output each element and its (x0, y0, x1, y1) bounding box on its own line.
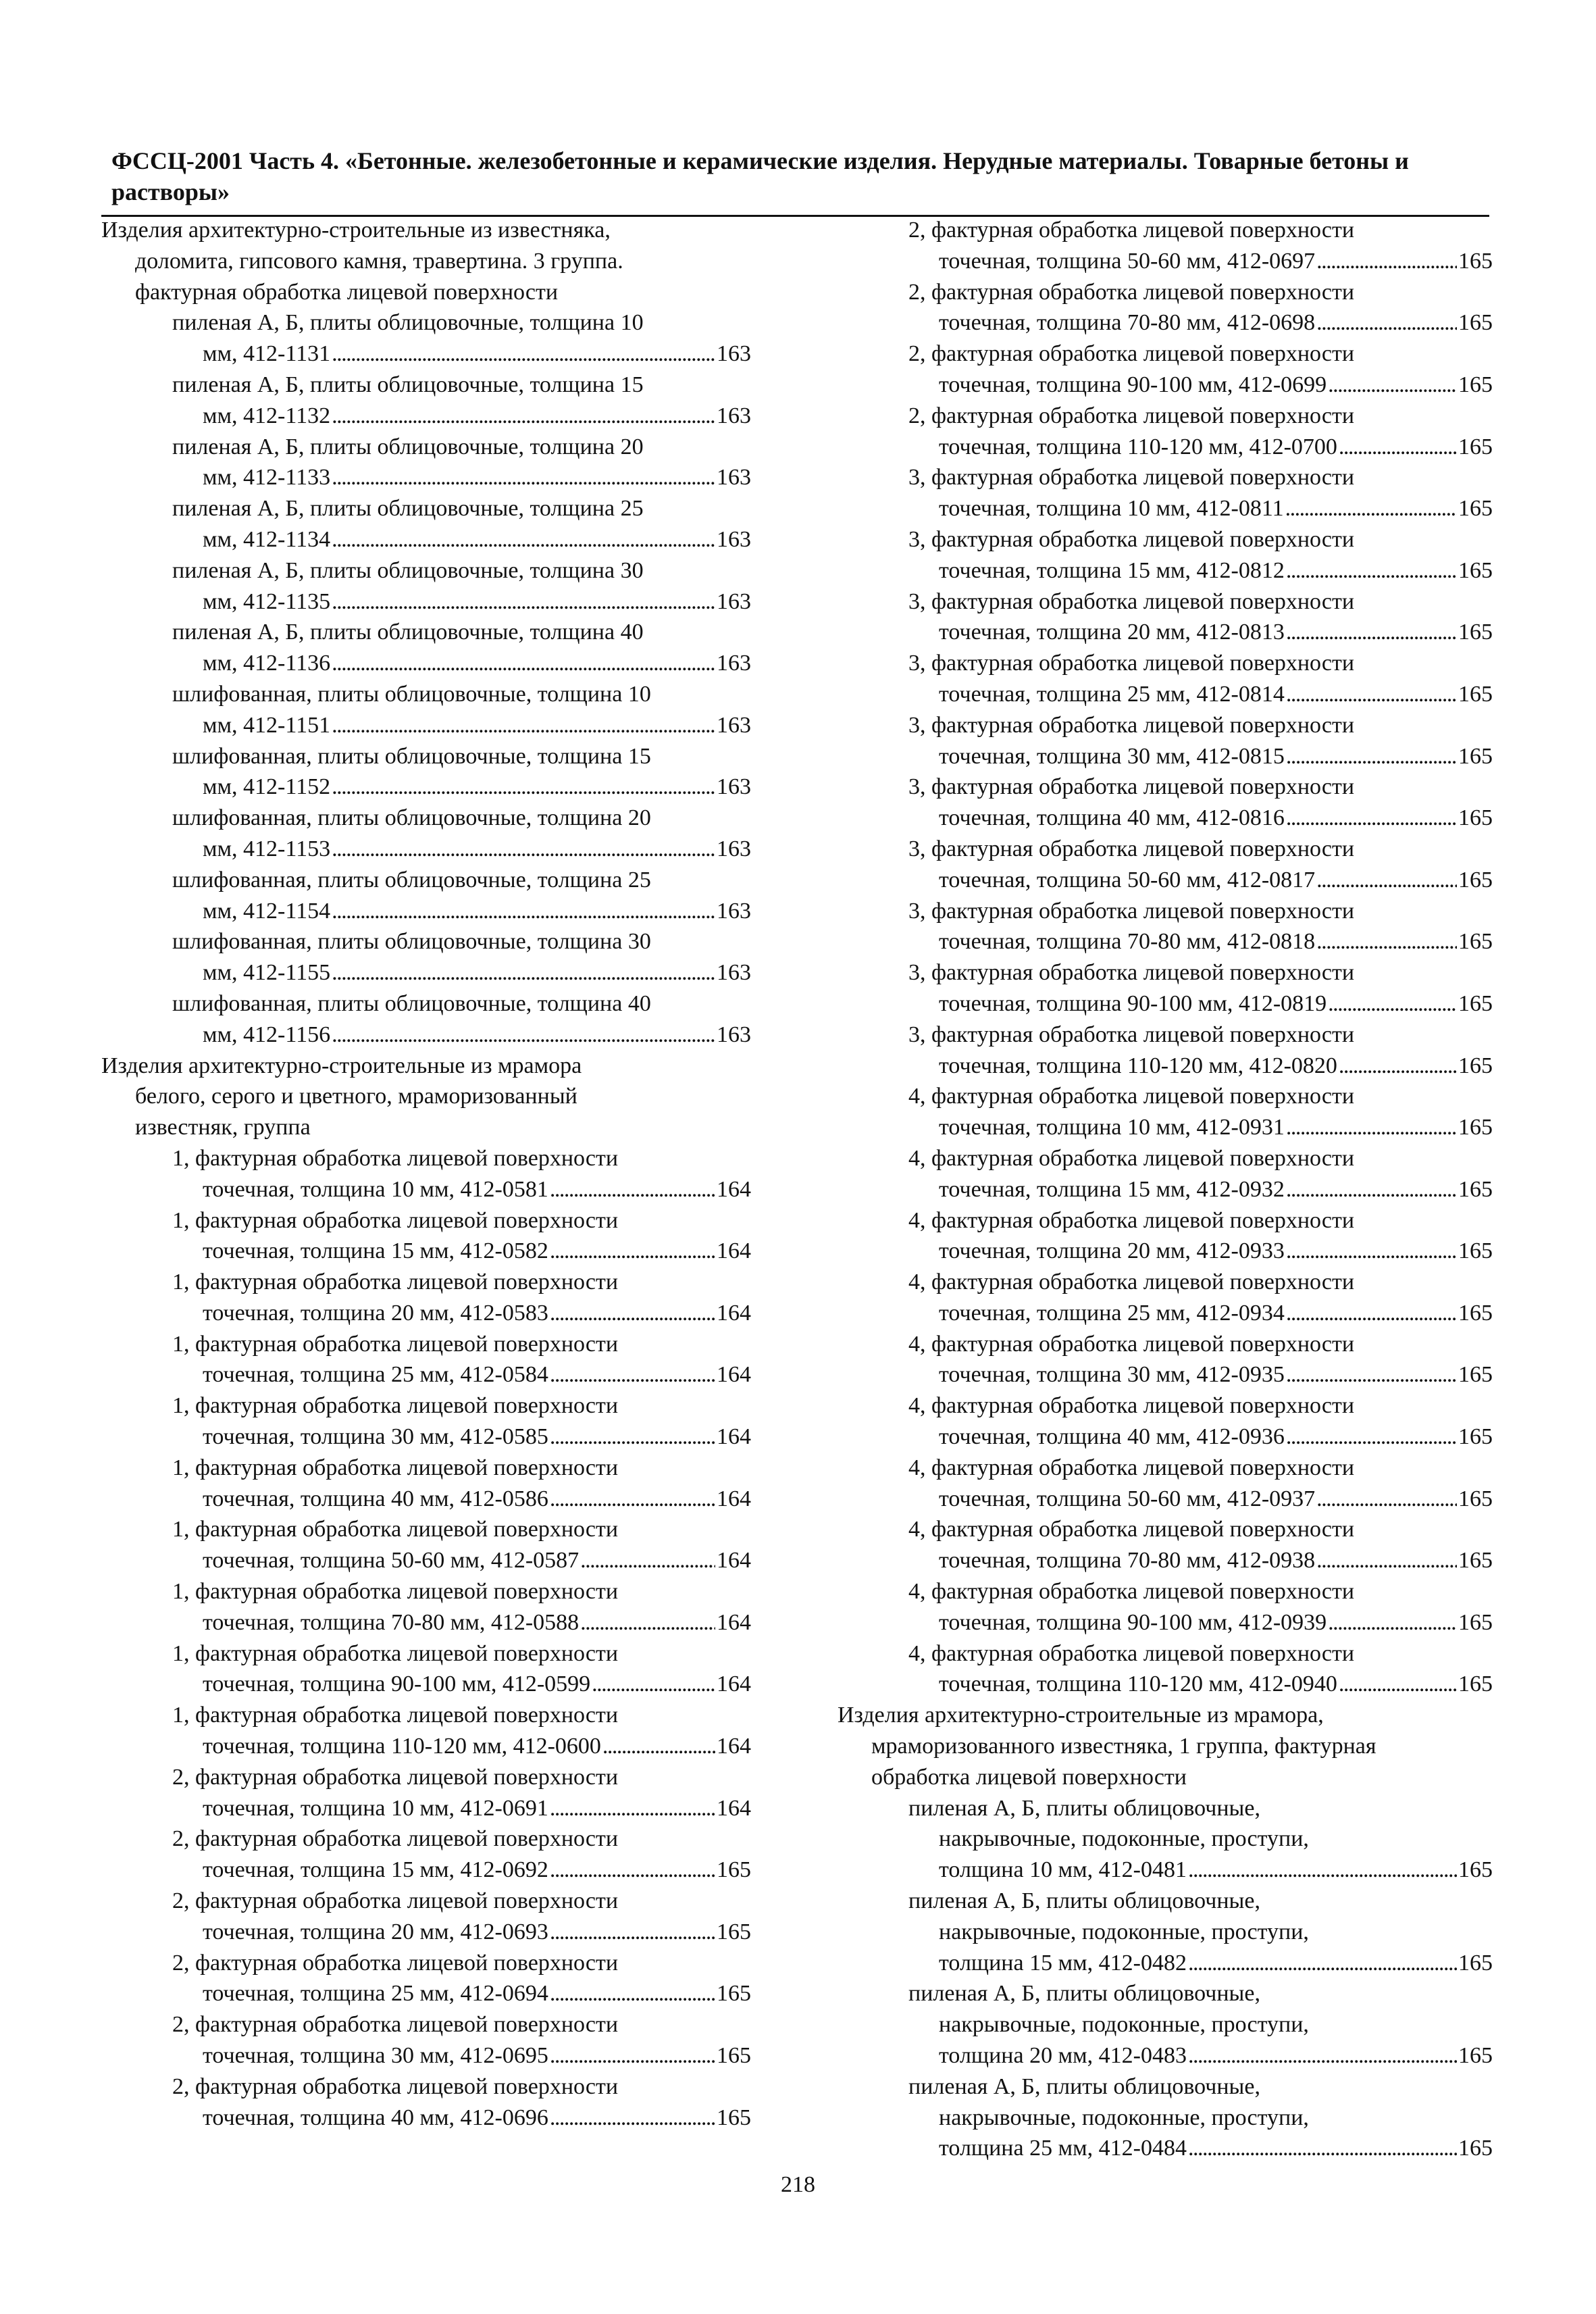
index-entry: 2, фактурная обработка лицевой поверхности (172, 1950, 619, 1976)
entry-code-text: мм, 412-1153 (203, 836, 331, 861)
entry-code-text: мм, 412-1132 (203, 403, 331, 428)
dot-leader (1286, 617, 1457, 648)
page-number: 218 (781, 2172, 815, 2197)
dot-leader (550, 1422, 715, 1453)
dot-leader (332, 1020, 715, 1051)
entry-code-text: точечная, толщина 10 мм, 412-0581 (203, 1176, 548, 1202)
entry-code-text: точечная, толщина 70-80 мм, 412-0698 (939, 310, 1316, 336)
entry-code-text: точечная, толщина 90-100 мм, 412-0939 (939, 1609, 1327, 1635)
entry-page-number: 163 (717, 1022, 751, 1047)
index-entry: 2, фактурная обработка лицевой поверхности (172, 1888, 619, 1914)
index-entry-code-line (101, 1174, 751, 1205)
dot-leader (1285, 493, 1457, 524)
entry-code-text: точечная, толщина 50-60 мм, 412-0697 (939, 248, 1316, 274)
dot-leader (1328, 370, 1457, 401)
dot-leader (550, 2040, 715, 2071)
index-entry: пиленая А, Б, плиты облицовочные, (908, 2073, 1260, 2099)
index-entry-code-line (838, 493, 1493, 524)
index-entry-code-line (838, 1174, 1493, 1205)
index-entry-code-line (101, 1731, 751, 1762)
index-entry-code-line (101, 1236, 751, 1267)
dot-leader (1328, 988, 1457, 1020)
entry-page-number: 165 (1458, 1609, 1493, 1635)
entry-code-text: мм, 412-1136 (203, 651, 331, 676)
entry-page-number: 163 (717, 836, 751, 861)
index-entry-code-line (101, 1484, 751, 1515)
index-entry-continuation: накрывочные, подоконные, проступи, (939, 2012, 1309, 2038)
index-entry-code-line (101, 1020, 751, 1051)
entry-page-number: 164 (717, 1609, 751, 1635)
index-entry-code-line (838, 865, 1493, 896)
dot-leader (332, 896, 715, 927)
index-entry: шлифованная, плиты облицовочные, толщина 25 (172, 867, 651, 892)
index-entry-code-line (101, 1607, 751, 1638)
entry-code-text: мм, 412-1152 (203, 774, 331, 800)
index-entry: пиленая А, Б, плиты облицовочные, толщина 25 (172, 496, 644, 522)
entry-code-text: толщина 25 мм, 412-0484 (939, 2136, 1187, 2161)
entry-page-number: 163 (717, 465, 751, 491)
index-entry-code-line (101, 1359, 751, 1390)
index-entry-code-line (838, 370, 1493, 401)
entry-code-text: толщина 20 мм, 412-0483 (939, 2043, 1187, 2069)
index-entry: 2, фактурная обработка лицевой поверхности (172, 1764, 619, 1790)
entry-page-number: 165 (1458, 805, 1493, 831)
index-entry-code-line (838, 1236, 1493, 1267)
entry-page-number: 165 (717, 1981, 751, 2007)
index-entry: 4, фактурная обработка лицевой поверхности (908, 1393, 1355, 1419)
dot-leader (1188, 1948, 1457, 1979)
dot-leader (550, 1359, 715, 1390)
index-entry-code-line (838, 1112, 1493, 1143)
entry-page-number: 165 (1458, 1362, 1493, 1388)
dot-leader (602, 1731, 715, 1762)
entry-code-text: точечная, толщина 110-120 мм, 412-0700 (939, 434, 1337, 459)
index-entry: шлифованная, плиты облицовочные, толщина 40 (172, 990, 651, 1016)
entry-page-number: 163 (717, 403, 751, 428)
dot-leader (550, 1855, 715, 1886)
entry-page-number: 165 (1458, 434, 1493, 459)
index-entry: 2, фактурная обработка лицевой поверхности (172, 1826, 619, 1852)
index-entry: пиленая А, Б, плиты облицовочные, толщина 10 (172, 310, 644, 336)
dot-leader (1286, 1236, 1457, 1267)
entry-page-number: 165 (1458, 1950, 1493, 1976)
entry-page-number: 165 (1458, 929, 1493, 955)
entry-page-number: 165 (1458, 1176, 1493, 1202)
index-entry: 3, фактурная обработка лицевой поверхности (908, 960, 1355, 986)
index-entry-code-line (101, 772, 751, 803)
index-entry-code-line (101, 2103, 751, 2134)
entry-code-text: точечная, толщина 110-120 мм, 412-0940 (939, 1671, 1337, 1697)
dot-leader (550, 1484, 715, 1515)
entry-code-text: точечная, толщина 40 мм, 412-0936 (939, 1424, 1285, 1450)
index-entry-code-line (838, 741, 1493, 772)
index-entry-code-line (838, 2040, 1493, 2071)
entry-page-number: 165 (1458, 743, 1493, 769)
index-entry-continuation: накрывочные, подоконные, проступи, (939, 1826, 1309, 1852)
dot-leader (1286, 741, 1457, 772)
entry-page-number: 165 (1458, 2136, 1493, 2161)
entry-page-number: 164 (717, 1671, 751, 1697)
index-entry: 1, фактурная обработка лицевой поверхности (172, 1207, 619, 1233)
dot-leader (1286, 1359, 1457, 1390)
entry-page-number: 164 (717, 1176, 751, 1202)
index-entry: пиленая А, Б, плиты облицовочные, толщина 40 (172, 620, 644, 645)
index-heading-continuation: доломита, гипсового камня, травертина. 3 группа. (135, 248, 623, 274)
index-entry-code-line (838, 617, 1493, 648)
index-entry: 1, фактурная обработка лицевой поверхности (172, 1145, 619, 1171)
entry-page-number: 164 (717, 1300, 751, 1326)
entry-code-text: точечная, толщина 40 мм, 412-0696 (203, 2105, 548, 2130)
entry-code-text: мм, 412-1134 (203, 526, 331, 552)
entry-code-text: точечная, толщина 50-60 мм, 412-0937 (939, 1486, 1316, 1511)
page-header (111, 145, 1483, 207)
index-heading-continuation: мраморизованного известняка, 1 группа, фактурная (871, 1734, 1376, 1759)
entry-page-number: 165 (1458, 248, 1493, 274)
index-entry: пиленая А, Б, плиты облицовочные, толщина 15 (172, 372, 644, 397)
index-entry: 3, фактурная обработка лицевой поверхности (908, 774, 1355, 800)
entry-code-text: точечная, толщина 10 мм, 412-0811 (939, 496, 1284, 522)
entry-code-text: точечная, толщина 20 мм, 412-0813 (939, 620, 1285, 645)
dot-leader (1339, 432, 1457, 463)
dot-leader (1316, 307, 1457, 338)
dot-leader (1316, 926, 1457, 957)
entry-code-text: точечная, толщина 25 мм, 412-0934 (939, 1300, 1285, 1326)
entry-page-number: 165 (1458, 557, 1493, 583)
dot-leader (1286, 1298, 1457, 1329)
index-entry: шлифованная, плиты облицовочные, толщина 15 (172, 743, 651, 769)
dot-leader (1286, 1174, 1457, 1205)
index-entry-code-line (101, 1978, 751, 2009)
index-entry: 3, фактурная обработка лицевой поверхности (908, 1022, 1355, 1047)
index-entry: 1, фактурная обработка лицевой поверхности (172, 1703, 619, 1728)
index-entry: 3, фактурная обработка лицевой поверхности (908, 712, 1355, 738)
index-entry: 1, фактурная обработка лицевой поверхности (172, 1640, 619, 1666)
entry-page-number: 163 (717, 774, 751, 800)
index-entry-code-line (838, 1855, 1493, 1886)
entry-page-number: 165 (1458, 1424, 1493, 1450)
header-line-1: ФССЦ-2001 Часть 4. «Бетонные. железобетонные и керамические изделия. Нерудные материалы. Товарные бетоны и (111, 147, 1409, 174)
dot-leader (550, 1174, 715, 1205)
entry-code-text: точечная, толщина 70-80 мм, 412-0938 (939, 1548, 1316, 1574)
entry-code-text: точечная, толщина 25 мм, 412-0584 (203, 1362, 548, 1388)
entry-page-number: 165 (1458, 1857, 1493, 1883)
index-entry: 3, фактурная обработка лицевой поверхности (908, 588, 1355, 614)
index-entry-code-line (101, 2040, 751, 2071)
entry-code-text: точечная, толщина 15 мм, 412-0582 (203, 1238, 548, 1264)
dot-leader (332, 772, 715, 803)
entry-page-number: 165 (1458, 1671, 1493, 1697)
entry-page-number: 163 (717, 960, 751, 986)
index-entry: шлифованная, плиты облицовочные, толщина 30 (172, 929, 651, 955)
dot-leader (1188, 2133, 1457, 2164)
entry-code-text: точечная, толщина 25 мм, 412-0814 (939, 681, 1285, 707)
entry-code-text: точечная, толщина 10 мм, 412-0931 (939, 1115, 1285, 1140)
index-heading: Изделия архитектурно-строительные из мрамора, (838, 1703, 1324, 1728)
entry-page-number: 165 (1458, 1053, 1493, 1078)
index-entry: 4, фактурная обработка лицевой поверхности (908, 1269, 1355, 1295)
index-entry-code-line (838, 803, 1493, 834)
dot-leader (332, 710, 715, 741)
dot-leader (332, 957, 715, 988)
entry-code-text: точечная, толщина 30 мм, 412-0695 (203, 2043, 548, 2069)
index-entry-code-line (101, 1422, 751, 1453)
index-entry: 2, фактурная обработка лицевой поверхности (908, 403, 1355, 428)
dot-leader (332, 834, 715, 865)
index-entry-code-line (101, 462, 751, 493)
entry-code-text: точечная, толщина 20 мм, 412-0693 (203, 1919, 548, 1944)
entry-code-text: точечная, толщина 110-120 мм, 412-0600 (203, 1734, 601, 1759)
entry-code-text: мм, 412-1133 (203, 465, 331, 491)
index-entry-code-line (838, 1545, 1493, 1576)
index-entry: 3, фактурная обработка лицевой поверхности (908, 465, 1355, 491)
index-heading-continuation: известняк, группа (135, 1115, 311, 1140)
index-entry: 1, фактурная обработка лицевой поверхности (172, 1455, 619, 1480)
dot-leader (332, 648, 715, 679)
index-entry: пиленая А, Б, плиты облицовочные, толщина 20 (172, 434, 644, 459)
index-entry-code-line (101, 586, 751, 618)
index-entry-code-line (838, 1669, 1493, 1700)
entry-code-text: точечная, толщина 30 мм, 412-0935 (939, 1362, 1285, 1388)
entry-page-number: 163 (717, 712, 751, 738)
index-entry: пиленая А, Б, плиты облицовочные, толщина 30 (172, 557, 644, 583)
index-entry-code-line (101, 957, 751, 988)
index-entry-code-line (101, 1545, 751, 1576)
index-entry: 1, фактурная обработка лицевой поверхности (172, 1393, 619, 1419)
index-entry-code-line (838, 1051, 1493, 1082)
dot-leader (550, 1236, 715, 1267)
dot-leader (550, 1978, 715, 2009)
dot-leader (1316, 1484, 1457, 1515)
entry-page-number: 164 (717, 1424, 751, 1450)
dot-leader (592, 1669, 715, 1700)
index-entry-code-line (838, 1298, 1493, 1329)
entry-code-text: мм, 412-1151 (203, 712, 331, 738)
index-entry-code-line (838, 1948, 1493, 1979)
index-entry: шлифованная, плиты облицовочные, толщина 10 (172, 681, 651, 707)
index-entry-continuation: накрывочные, подоконные, проступи, (939, 2105, 1309, 2130)
entry-page-number: 164 (717, 1548, 751, 1574)
index-entry: 4, фактурная обработка лицевой поверхности (908, 1579, 1355, 1605)
index-entry: 3, фактурная обработка лицевой поверхности (908, 651, 1355, 676)
entry-code-text: мм, 412-1155 (203, 960, 331, 986)
entry-page-number: 163 (717, 588, 751, 614)
entry-page-number: 165 (1458, 1300, 1493, 1326)
entry-code-text: точечная, толщина 90-100 мм, 412-0599 (203, 1671, 591, 1697)
entry-page-number: 165 (1458, 620, 1493, 645)
index-entry: 3, фактурная обработка лицевой поверхности (908, 898, 1355, 924)
index-entry-code-line (101, 710, 751, 741)
dot-leader (1286, 555, 1457, 586)
entry-code-text: точечная, толщина 10 мм, 412-0691 (203, 1795, 548, 1821)
entry-page-number: 163 (717, 651, 751, 676)
entry-code-text: точечная, толщина 30 мм, 412-0585 (203, 1424, 548, 1450)
index-entry-code-line (838, 555, 1493, 586)
entry-code-text: мм, 412-1135 (203, 588, 331, 614)
entry-page-number: 163 (717, 898, 751, 924)
entry-page-number: 164 (717, 1486, 751, 1511)
entry-code-text: точечная, толщина 20 мм, 412-0583 (203, 1300, 548, 1326)
entry-code-text: точечная, толщина 50-60 мм, 412-0587 (203, 1548, 580, 1574)
dot-leader (580, 1545, 715, 1576)
dot-leader (1316, 865, 1457, 896)
index-entry-code-line (838, 679, 1493, 710)
index-column-right (838, 215, 1493, 2164)
index-entry: 2, фактурная обработка лицевой поверхности (908, 279, 1355, 305)
entry-code-text: точечная, толщина 15 мм, 412-0812 (939, 557, 1285, 583)
index-entry: шлифованная, плиты облицовочные, толщина 20 (172, 805, 651, 831)
entry-code-text: точечная, толщина 70-80 мм, 412-0818 (939, 929, 1316, 955)
index-entry-code-line (838, 1422, 1493, 1453)
index-entry-code-line (101, 1917, 751, 1948)
dot-leader (1316, 246, 1457, 277)
dot-leader (332, 462, 715, 493)
entry-page-number: 164 (717, 1362, 751, 1388)
entry-code-text: мм, 412-1156 (203, 1022, 331, 1047)
entry-page-number: 165 (1458, 1115, 1493, 1140)
entry-page-number: 165 (717, 1919, 751, 1944)
index-entry-code-line (838, 1359, 1493, 1390)
index-entry: 2, фактурная обработка лицевой поверхности (908, 218, 1355, 243)
index-entry-code-line (838, 307, 1493, 338)
index-entry: 4, фактурная обработка лицевой поверхности (908, 1455, 1355, 1480)
index-entry: пиленая А, Б, плиты облицовочные, (908, 1888, 1260, 1914)
index-entry-code-line (101, 1793, 751, 1824)
entry-code-text: точечная, толщина 70-80 мм, 412-0588 (203, 1609, 580, 1635)
index-entry-code-line (101, 338, 751, 370)
dot-leader (550, 1298, 715, 1329)
entry-code-text: точечная, толщина 40 мм, 412-0586 (203, 1486, 548, 1511)
index-entry-code-line (101, 401, 751, 432)
header-line-2: растворы» (111, 178, 230, 205)
index-entry: 1, фактурная обработка лицевой поверхности (172, 1331, 619, 1357)
dot-leader (550, 1917, 715, 1948)
entry-page-number: 165 (717, 2043, 751, 2069)
index-entry: 4, фактурная обработка лицевой поверхности (908, 1207, 1355, 1233)
index-entry-code-line (101, 1855, 751, 1886)
index-entry-code-line (101, 1298, 751, 1329)
entry-page-number: 164 (717, 1238, 751, 1264)
entry-page-number: 165 (717, 2105, 751, 2130)
index-entry: пиленая А, Б, плиты облицовочные, (908, 1981, 1260, 2007)
entry-code-text: точечная, толщина 90-100 мм, 412-0819 (939, 990, 1327, 1016)
index-entry: 4, фактурная обработка лицевой поверхности (908, 1331, 1355, 1357)
entry-code-text: точечная, толщина 20 мм, 412-0933 (939, 1238, 1285, 1264)
dot-leader (1286, 1112, 1457, 1143)
index-entry: 4, фактурная обработка лицевой поверхности (908, 1517, 1355, 1542)
entry-page-number: 165 (1458, 681, 1493, 707)
entry-page-number: 163 (717, 341, 751, 367)
index-entry: 2, фактурная обработка лицевой поверхности (172, 2073, 619, 2099)
entry-page-number: 165 (1458, 1548, 1493, 1574)
index-entry: 1, фактурная обработка лицевой поверхности (172, 1269, 619, 1295)
entry-code-text: толщина 15 мм, 412-0482 (939, 1950, 1187, 1976)
index-column-left (101, 215, 751, 2133)
index-entry-code-line (838, 926, 1493, 957)
dot-leader (1286, 679, 1457, 710)
entry-code-text: точечная, толщина 90-100 мм, 412-0699 (939, 372, 1327, 397)
entry-page-number: 165 (1458, 1238, 1493, 1264)
entry-code-text: точечная, толщина 15 мм, 412-0932 (939, 1176, 1285, 1202)
dot-leader (332, 586, 715, 618)
dot-leader (550, 1793, 715, 1824)
index-entry: 4, фактурная обработка лицевой поверхности (908, 1640, 1355, 1666)
index-heading: Изделия архитектурно-строительные из мрамора (101, 1053, 582, 1078)
entry-page-number: 165 (1458, 496, 1493, 522)
dot-leader (332, 401, 715, 432)
entry-page-number: 165 (1458, 2043, 1493, 2069)
index-heading: Изделия архитектурно-строительные из известняка, (101, 218, 611, 243)
dot-leader (1328, 1607, 1457, 1638)
entry-code-text: точечная, толщина 110-120 мм, 412-0820 (939, 1053, 1337, 1078)
dot-leader (1188, 2040, 1457, 2071)
entry-page-number: 165 (1458, 1486, 1493, 1511)
entry-page-number: 165 (1458, 990, 1493, 1016)
entry-code-text: мм, 412-1154 (203, 898, 331, 924)
index-entry-code-line (838, 432, 1493, 463)
index-entry: 3, фактурная обработка лицевой поверхности (908, 526, 1355, 552)
index-entry-code-line (838, 988, 1493, 1020)
dot-leader (1286, 1422, 1457, 1453)
dot-leader (580, 1607, 715, 1638)
index-entry-code-line (101, 648, 751, 679)
dot-leader (550, 2103, 715, 2134)
entry-page-number: 165 (1458, 372, 1493, 397)
index-entry-code-line (101, 896, 751, 927)
index-entry-code-line (838, 1607, 1493, 1638)
entry-page-number: 163 (717, 526, 751, 552)
dot-leader (332, 524, 715, 555)
entry-page-number: 165 (1458, 310, 1493, 336)
index-entry: 3, фактурная обработка лицевой поверхности (908, 836, 1355, 861)
entry-code-text: точечная, толщина 25 мм, 412-0694 (203, 1981, 548, 2007)
dot-leader (1188, 1855, 1457, 1886)
entry-page-number: 164 (717, 1795, 751, 1821)
entry-page-number: 165 (1458, 867, 1493, 892)
index-entry-code-line (838, 2133, 1493, 2164)
index-entry-code-line (838, 1484, 1493, 1515)
index-entry-code-line (101, 834, 751, 865)
entry-code-text: точечная, толщина 40 мм, 412-0816 (939, 805, 1285, 831)
entry-code-text: точечная, толщина 30 мм, 412-0815 (939, 743, 1285, 769)
index-entry-code-line (101, 1669, 751, 1700)
dot-leader (1316, 1545, 1457, 1576)
index-heading-continuation: фактурная обработка лицевой поверхности (135, 279, 559, 305)
dot-leader (1286, 803, 1457, 834)
index-entry: 2, фактурная обработка лицевой поверхности (172, 2012, 619, 2038)
index-entry: 1, фактурная обработка лицевой поверхности (172, 1579, 619, 1605)
entry-code-text: точечная, толщина 15 мм, 412-0692 (203, 1857, 548, 1883)
dot-leader (1339, 1669, 1457, 1700)
entry-code-text: мм, 412-1131 (203, 341, 331, 367)
entry-code-text: толщина 10 мм, 412-0481 (939, 1857, 1187, 1883)
index-entry-code-line (838, 246, 1493, 277)
index-heading-continuation: обработка лицевой поверхности (871, 1764, 1187, 1790)
dot-leader (332, 338, 715, 370)
index-entry: 4, фактурная обработка лицевой поверхности (908, 1084, 1355, 1109)
entry-page-number: 165 (717, 1857, 751, 1883)
entry-code-text: точечная, толщина 50-60 мм, 412-0817 (939, 867, 1316, 892)
index-entry-code-line (101, 524, 751, 555)
index-entry-continuation: накрывочные, подоконные, проступи, (939, 1919, 1309, 1944)
index-entry: 4, фактурная обработка лицевой поверхности (908, 1145, 1355, 1171)
index-entry: 2, фактурная обработка лицевой поверхности (908, 341, 1355, 367)
index-heading-continuation: белого, серого и цветного, мраморизованный (135, 1084, 577, 1109)
entry-page-number: 164 (717, 1734, 751, 1759)
dot-leader (1339, 1051, 1457, 1082)
index-entry: 1, фактурная обработка лицевой поверхности (172, 1517, 619, 1542)
index-entry: пиленая А, Б, плиты облицовочные, (908, 1795, 1260, 1821)
